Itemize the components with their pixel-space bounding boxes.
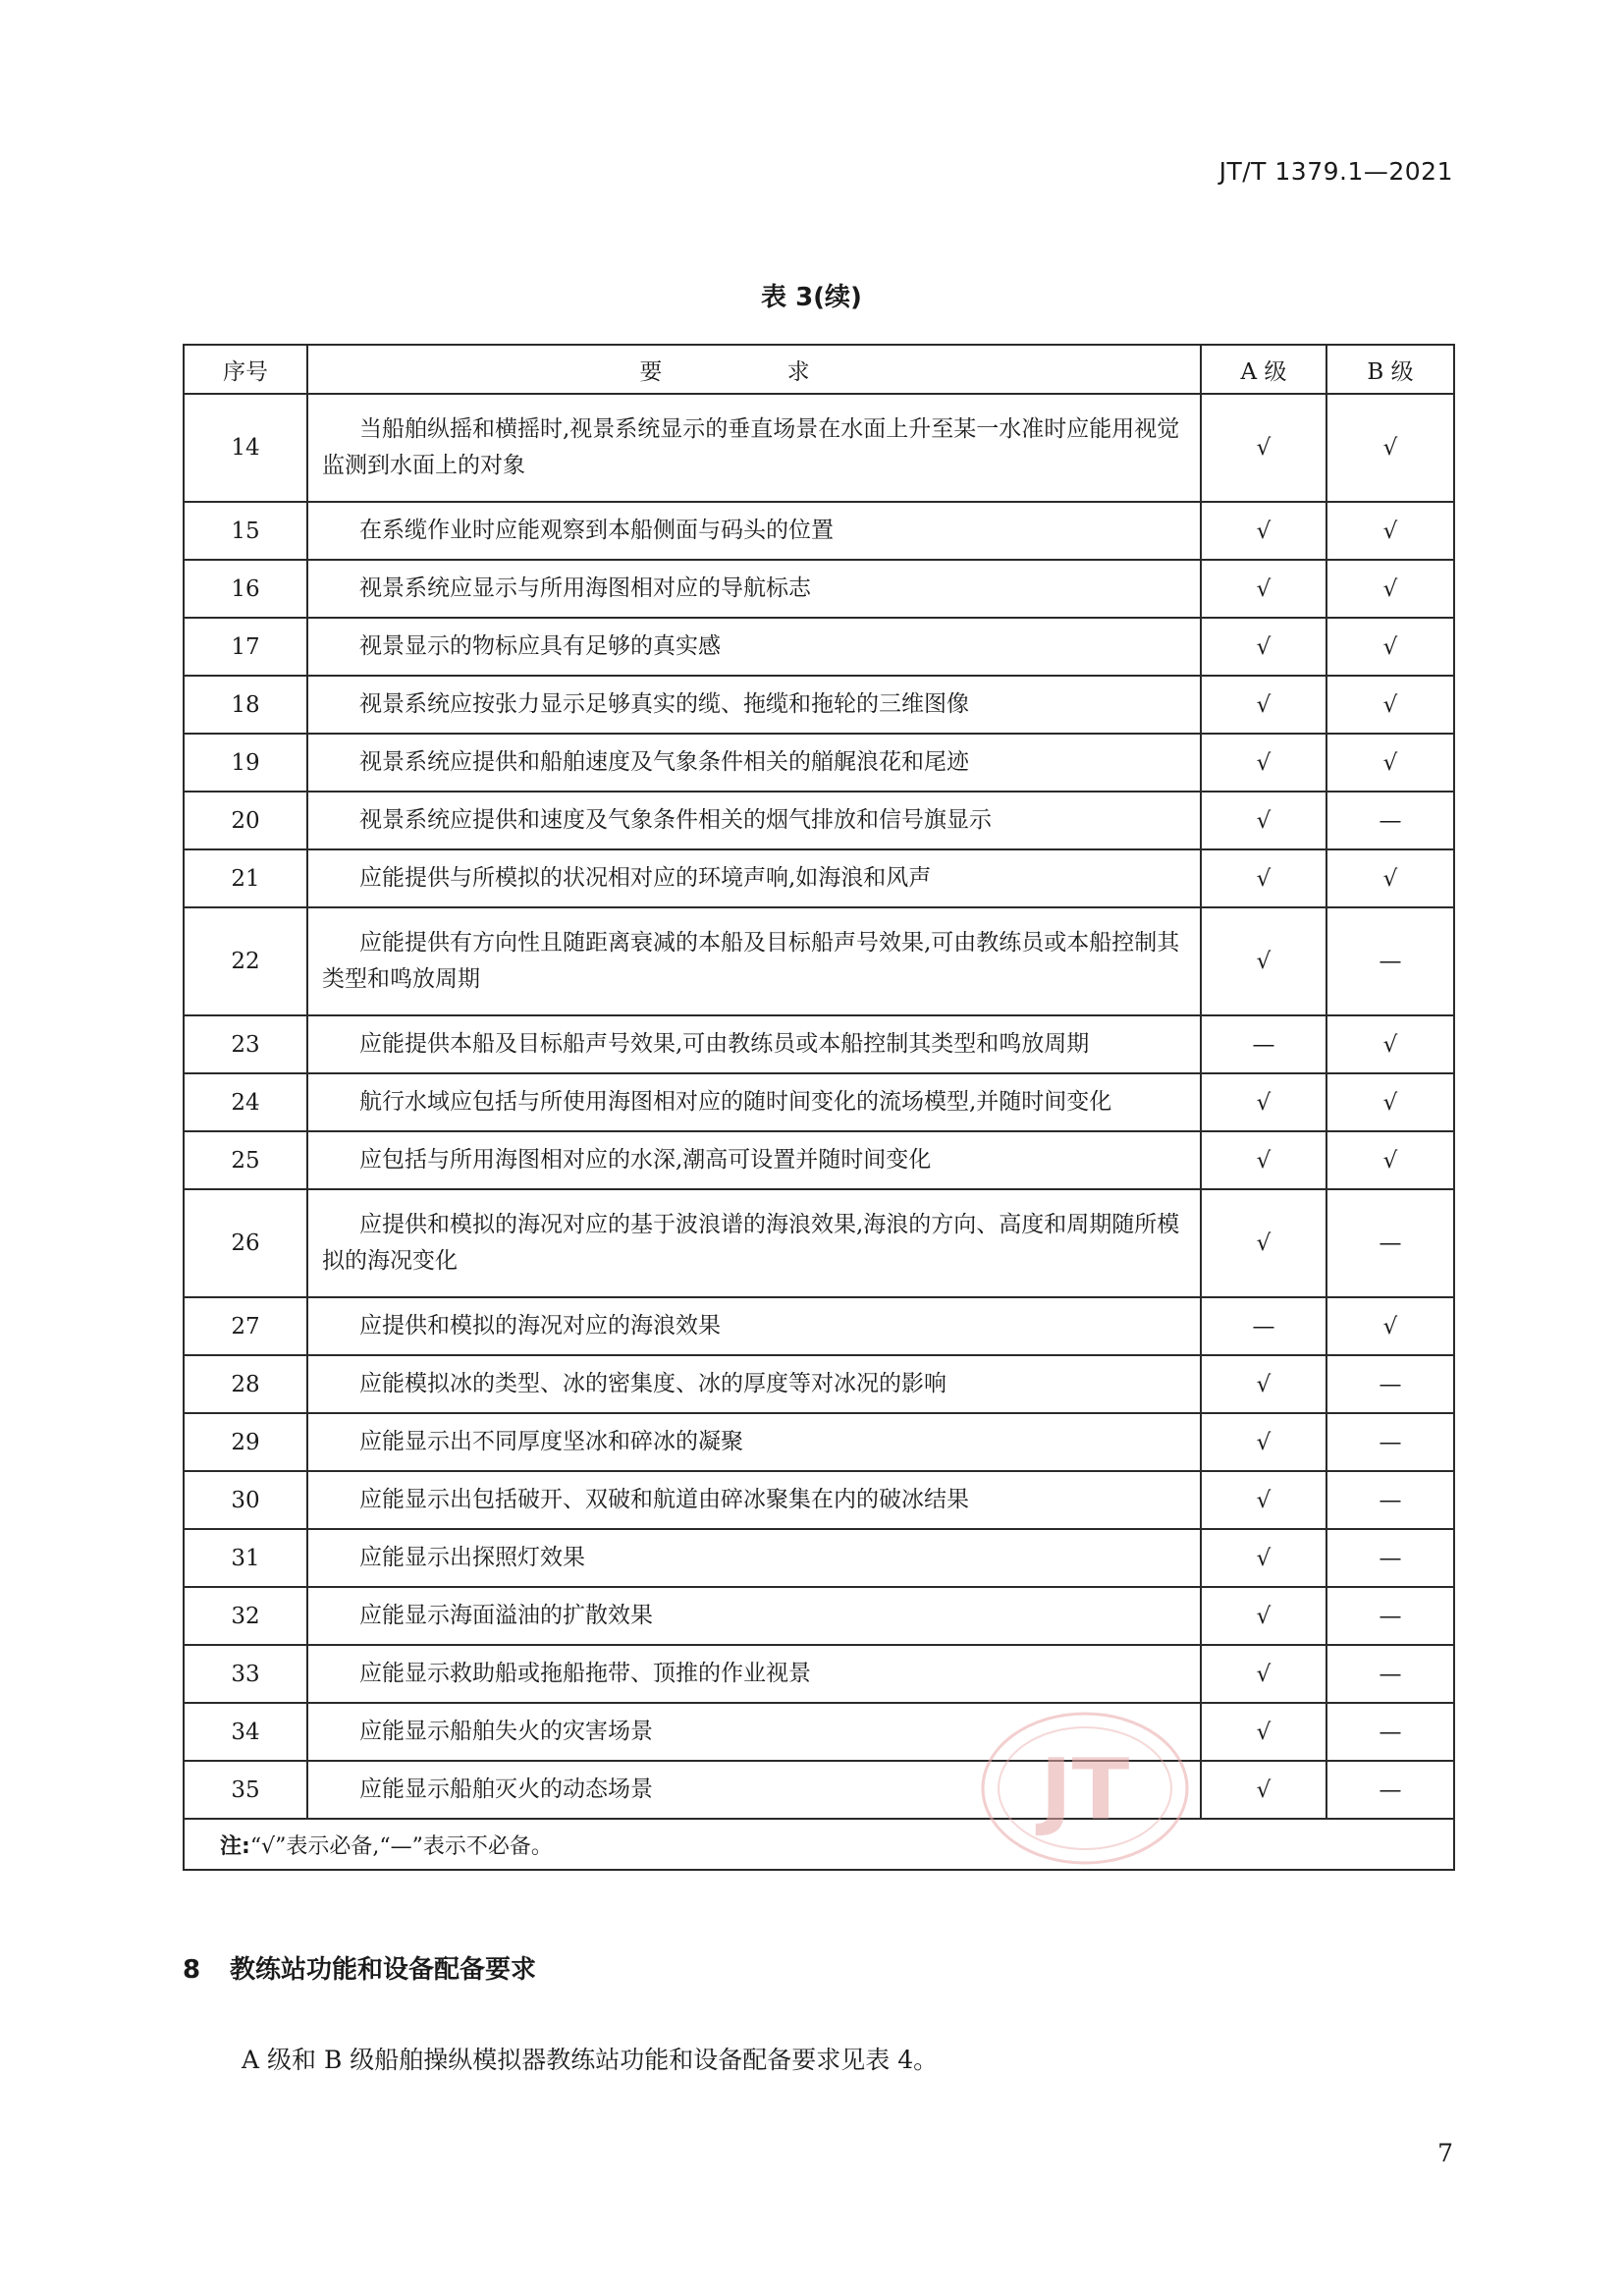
table-title: 表 3(续) <box>761 283 862 312</box>
requirement-text: 应提供和模拟的海况对应的基于波浪谱的海浪效果,海浪的方向、高度和周期随所模拟的海况变化 <box>322 1212 1180 1274</box>
table-note <box>184 1819 1454 1870</box>
row-requirement <box>307 1413 1201 1471</box>
table-row <box>184 676 1454 734</box>
column-header-number: 序号 <box>184 345 307 394</box>
row-number: 34 <box>184 1703 307 1761</box>
grade-b-mark: √ <box>1326 1073 1454 1131</box>
grade-b-mark: — <box>1326 1413 1454 1471</box>
watermark-text: JT <box>1040 1741 1130 1839</box>
section-number: 8 <box>183 1955 201 1985</box>
requirement-text: 应能显示出不同厚度坚冰和碎冰的凝聚 <box>359 1429 743 1454</box>
table-note-row <box>184 1819 1454 1870</box>
note-text: “√”表示必备,“—”表示不必备。 <box>249 1833 553 1859</box>
row-number: 17 <box>184 618 307 676</box>
row-requirement <box>307 1189 1201 1297</box>
table-row <box>184 734 1454 792</box>
grade-b-mark: √ <box>1326 502 1454 560</box>
grade-b-mark: — <box>1326 1645 1454 1703</box>
requirement-text: 应能显示出包括破开、双破和航道由碎冰聚集在内的破冰结果 <box>359 1487 969 1512</box>
row-requirement <box>307 1761 1201 1819</box>
grade-b-mark: — <box>1326 1703 1454 1761</box>
table-row <box>184 1189 1454 1297</box>
row-number: 22 <box>184 907 307 1015</box>
row-number: 18 <box>184 676 307 734</box>
grade-a-mark: √ <box>1201 1413 1326 1471</box>
grade-b-mark: √ <box>1326 560 1454 618</box>
grade-b-mark: — <box>1326 1529 1454 1587</box>
row-number: 30 <box>184 1471 307 1529</box>
table-row <box>184 1529 1454 1587</box>
row-number: 31 <box>184 1529 307 1587</box>
table-header-row <box>184 345 1454 394</box>
requirement-text: 应能显示出探照灯效果 <box>359 1545 585 1570</box>
grade-a-mark: √ <box>1201 676 1326 734</box>
row-number: 25 <box>184 1131 307 1189</box>
requirement-text: 应能显示海面溢油的扩散效果 <box>359 1603 653 1628</box>
grade-a-mark: √ <box>1201 1355 1326 1413</box>
column-header-grade-b: B 级 <box>1326 345 1454 394</box>
grade-b-mark: √ <box>1326 1297 1454 1355</box>
requirement-text: 应能提供有方向性且随距离衰减的本船及目标船声号效果,可由教练员或本船控制其类型和鸣放周期 <box>322 930 1180 992</box>
grade-a-mark: √ <box>1201 734 1326 792</box>
grade-a-mark: √ <box>1201 1529 1326 1587</box>
row-number: 16 <box>184 560 307 618</box>
requirement-text: 航行水域应包括与所使用海图相对应的随时间变化的流场模型,并随时间变化 <box>359 1089 1112 1115</box>
table-body <box>184 394 1454 1819</box>
document-code: JT/T 1379.1—2021 <box>1218 157 1453 186</box>
page-number: 7 <box>1437 2139 1453 2167</box>
requirement-text: 视景系统应提供和速度及气象条件相关的烟气排放和信号旗显示 <box>359 807 992 833</box>
table-row <box>184 1297 1454 1355</box>
column-header-grade-a: A 级 <box>1201 345 1326 394</box>
grade-b-mark: — <box>1326 1761 1454 1819</box>
grade-b-mark: √ <box>1326 1015 1454 1073</box>
row-requirement <box>307 1015 1201 1073</box>
row-number: 29 <box>184 1413 307 1471</box>
table-row <box>184 792 1454 849</box>
row-number: 27 <box>184 1297 307 1355</box>
row-number: 24 <box>184 1073 307 1131</box>
row-number: 21 <box>184 849 307 907</box>
row-requirement <box>307 676 1201 734</box>
table-row <box>184 1073 1454 1131</box>
grade-a-mark: √ <box>1201 1471 1326 1529</box>
row-number: 28 <box>184 1355 307 1413</box>
row-number: 15 <box>184 502 307 560</box>
requirement-text: 应包括与所用海图相对应的水深,潮高可设置并随时间变化 <box>359 1147 932 1173</box>
requirement-text: 应能提供与所模拟的状况相对应的环境声响,如海浪和风声 <box>359 865 932 891</box>
grade-b-mark: √ <box>1326 394 1454 502</box>
grade-b-mark: — <box>1326 1587 1454 1645</box>
grade-a-mark: — <box>1201 1297 1326 1355</box>
table-row <box>184 1587 1454 1645</box>
row-requirement <box>307 560 1201 618</box>
table-row <box>184 560 1454 618</box>
grade-b-mark: √ <box>1326 849 1454 907</box>
table-row <box>184 1413 1454 1471</box>
requirements-table <box>183 344 1455 1871</box>
requirement-text: 视景系统应按张力显示足够真实的缆、拖缆和拖轮的三维图像 <box>359 691 969 717</box>
table-row <box>184 1355 1454 1413</box>
requirement-text: 应能显示船舶灭火的动态场景 <box>359 1777 653 1802</box>
grade-a-mark: √ <box>1201 907 1326 1015</box>
grade-b-mark: — <box>1326 1189 1454 1297</box>
requirement-text: 视景显示的物标应具有足够的真实感 <box>359 633 721 659</box>
row-requirement <box>307 907 1201 1015</box>
row-requirement <box>307 1355 1201 1413</box>
row-requirement <box>307 1587 1201 1645</box>
grade-a-mark: √ <box>1201 1131 1326 1189</box>
row-requirement <box>307 1703 1201 1761</box>
table-row <box>184 849 1454 907</box>
table-row <box>184 502 1454 560</box>
row-requirement <box>307 1645 1201 1703</box>
grade-b-mark: √ <box>1326 1131 1454 1189</box>
grade-a-mark: √ <box>1201 1587 1326 1645</box>
grade-a-mark: √ <box>1201 1761 1326 1819</box>
note-label: 注: <box>220 1833 250 1859</box>
row-requirement <box>307 394 1201 502</box>
table-row <box>184 907 1454 1015</box>
requirement-text: 应提供和模拟的海况对应的海浪效果 <box>359 1313 721 1339</box>
grade-a-mark: √ <box>1201 1703 1326 1761</box>
grade-a-mark: √ <box>1201 792 1326 849</box>
grade-b-mark: √ <box>1326 676 1454 734</box>
requirement-text: 视景系统应提供和船舶速度及气象条件相关的艏艉浪花和尾迹 <box>359 749 969 775</box>
grade-b-mark: — <box>1326 907 1454 1015</box>
row-requirement <box>307 849 1201 907</box>
row-requirement <box>307 618 1201 676</box>
grade-a-mark: √ <box>1201 502 1326 560</box>
requirement-text: 当船舶纵摇和横摇时,视景系统显示的垂直场景在水面上升至某一水准时应能用视觉监测到水面上的对象 <box>322 416 1180 478</box>
grade-a-mark: √ <box>1201 618 1326 676</box>
table-row <box>184 1471 1454 1529</box>
row-requirement <box>307 1297 1201 1355</box>
row-number: 35 <box>184 1761 307 1819</box>
row-number: 20 <box>184 792 307 849</box>
requirement-text: 应能提供本船及目标船声号效果,可由教练员或本船控制其类型和鸣放周期 <box>359 1031 1090 1057</box>
row-number: 14 <box>184 394 307 502</box>
grade-a-mark: — <box>1201 1015 1326 1073</box>
requirement-text: 应能显示救助船或拖船拖带、顶推的作业视景 <box>359 1661 811 1686</box>
table-row <box>184 1015 1454 1073</box>
requirement-text: 视景系统应显示与所用海图相对应的导航标志 <box>359 575 811 601</box>
requirement-text: 应能模拟冰的类型、冰的密集度、冰的厚度等对冰况的影响 <box>359 1371 947 1396</box>
grade-a-mark: √ <box>1201 849 1326 907</box>
grade-a-mark: √ <box>1201 1645 1326 1703</box>
row-number: 23 <box>184 1015 307 1073</box>
grade-b-mark: — <box>1326 792 1454 849</box>
row-number: 32 <box>184 1587 307 1645</box>
row-number: 19 <box>184 734 307 792</box>
row-requirement <box>307 502 1201 560</box>
grade-b-mark: — <box>1326 1471 1454 1529</box>
row-number: 33 <box>184 1645 307 1703</box>
column-header-requirement: 要 求 <box>307 345 1201 394</box>
table-row <box>184 1761 1454 1819</box>
row-requirement <box>307 1073 1201 1131</box>
requirement-text: 应能显示船舶失火的灾害场景 <box>359 1719 653 1744</box>
row-number: 26 <box>184 1189 307 1297</box>
section-title: 教练站功能和设备配备要求 <box>230 1955 537 1985</box>
grade-a-mark: √ <box>1201 1073 1326 1131</box>
row-requirement <box>307 1131 1201 1189</box>
table-row <box>184 1131 1454 1189</box>
table-row <box>184 618 1454 676</box>
table-row <box>184 394 1454 502</box>
row-requirement <box>307 792 1201 849</box>
requirement-text: 在系缆作业时应能观察到本船侧面与码头的位置 <box>359 518 834 543</box>
table-row <box>184 1703 1454 1761</box>
table-row <box>184 1645 1454 1703</box>
row-requirement <box>307 1529 1201 1587</box>
section-body: A 级和 B 级船舶操纵模拟器教练站功能和设备配备要求见表 4。 <box>242 2046 939 2074</box>
grade-a-mark: √ <box>1201 394 1326 502</box>
grade-a-mark: √ <box>1201 1189 1326 1297</box>
section-heading <box>183 1949 536 1986</box>
grade-b-mark: — <box>1326 1355 1454 1413</box>
row-requirement <box>307 1471 1201 1529</box>
grade-b-mark: √ <box>1326 734 1454 792</box>
grade-a-mark: √ <box>1201 560 1326 618</box>
row-requirement <box>307 734 1201 792</box>
grade-b-mark: √ <box>1326 618 1454 676</box>
